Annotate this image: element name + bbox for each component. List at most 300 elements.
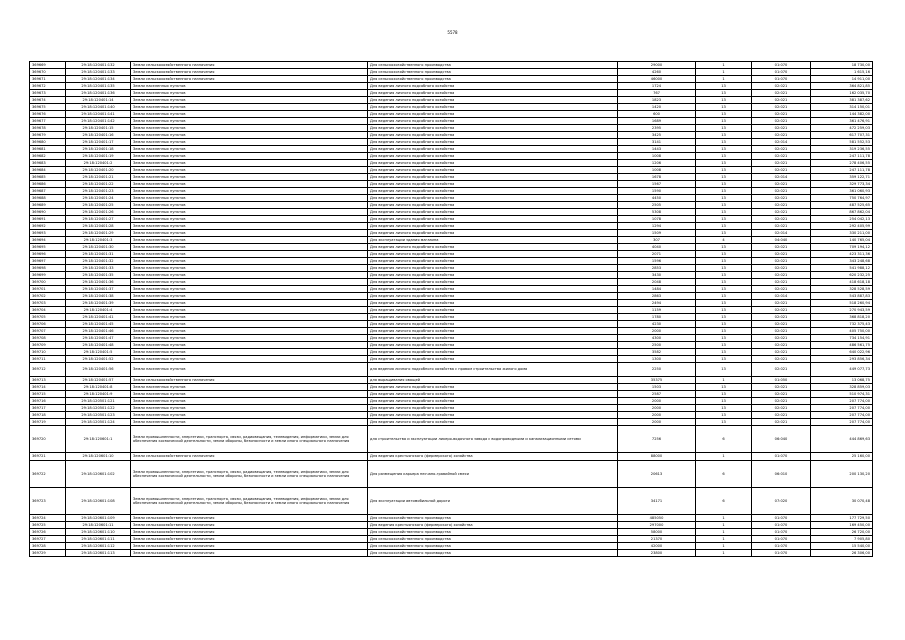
row-number-cell: 369670 — [30, 69, 66, 76]
land-category-cell: Земли населенных пунктов — [131, 335, 368, 342]
cadastral-number-cell: 29:18:120401:14 — [66, 97, 131, 104]
use-code-cell: 02:021 — [752, 104, 811, 111]
land-category-cell: Земли населенных пунктов — [131, 174, 368, 181]
cadastral-value-cell: 247 111,78 — [811, 153, 873, 160]
cadastral-value-cell: 270 943,59 — [811, 307, 873, 314]
use-code-cell: 02:021 — [752, 272, 811, 279]
group-number-cell: 13 — [696, 328, 752, 335]
use-code-cell: 01:070 — [752, 69, 811, 76]
cadastral-value-cell: 541 988,12 — [811, 265, 873, 272]
table-row — [30, 363, 873, 377]
cadastral-number-cell: 29:18:120401:31 — [66, 251, 131, 258]
area-cell: 5308 — [618, 209, 696, 216]
group-number-cell: 13 — [696, 83, 752, 90]
cadastral-value-cell: 359 122,71 — [811, 174, 873, 181]
area-cell: 1078 — [618, 216, 696, 223]
permitted-use-cell: Для ведения личного подсобного хозяйства — [368, 188, 618, 195]
cadastral-value-cell: 328 528,59 — [811, 286, 873, 293]
cadastral-number-cell: 29:18:120401:15 — [66, 125, 131, 132]
use-code-cell: 02:021 — [752, 419, 811, 426]
table-row — [30, 522, 873, 529]
permitted-use-cell: Для ведения личного подсобного хозяйства — [368, 97, 618, 104]
cadastral-number-cell: 29:18:120401:8 — [66, 384, 131, 391]
land-category-cell: Земли населенных пунктов — [131, 90, 368, 97]
group-number-cell: 13 — [696, 125, 752, 132]
table-row — [30, 488, 873, 515]
area-cell: 2000 — [618, 419, 696, 426]
area-cell: 23800 — [618, 550, 696, 557]
row-number-cell: 369695 — [30, 244, 66, 251]
permitted-use-cell: Для ведения личного подсобного хозяйства — [368, 174, 618, 181]
area-cell: 3425 — [618, 132, 696, 139]
row-number-cell: 369701 — [30, 286, 66, 293]
area-cell: 20613 — [618, 461, 696, 488]
table-row — [30, 188, 873, 195]
cadastral-number-cell: 29:18:120401:142 — [66, 118, 131, 125]
permitted-use-cell: Для ведения личного подсобного хозяйства — [368, 398, 618, 405]
permitted-use-cell: Для ведения личного подсобного хозяйства — [368, 314, 618, 321]
table-row — [30, 153, 873, 160]
table-body — [30, 62, 873, 557]
cadastral-value-cell: 207 774,00 — [811, 405, 873, 412]
table-row — [30, 405, 873, 412]
land-category-cell: Земли населенных пунктов — [131, 125, 368, 132]
use-code-cell: 01:050 — [752, 377, 811, 384]
area-cell: 1567 — [618, 181, 696, 188]
permitted-use-cell: Для ведения личного подсобного хозяйства — [368, 111, 618, 118]
permitted-use-cell: Для эксплуатации автомобильной дороги — [368, 488, 618, 515]
land-category-cell: Земли населенных пунктов — [131, 132, 368, 139]
land-category-cell: Земли населенных пунктов — [131, 349, 368, 356]
use-code-cell: 02:014 — [752, 230, 811, 237]
permitted-use-cell: Для сельскохозяйственного производства — [368, 550, 618, 557]
area-cell: 1724 — [618, 83, 696, 90]
use-code-cell: 02:021 — [752, 97, 811, 104]
use-code-cell: 02:021 — [752, 223, 811, 230]
permitted-use-cell: Для ведения личного подсобного хозяйства — [368, 405, 618, 412]
row-number-cell: 369690 — [30, 209, 66, 216]
area-cell: 1689 — [618, 118, 696, 125]
use-code-cell: 02:021 — [752, 209, 811, 216]
land-category-cell: Земли промышленности, энергетики, транспорта, связи, радиовещания, телевидения, информатики, земли для обеспечения космической деятельности, земли обороны, безопасности и земли иного специального назначения — [131, 461, 368, 488]
group-number-cell: 13 — [696, 153, 752, 160]
permitted-use-cell: Для ведения личного подсобного хозяйства — [368, 349, 618, 356]
use-code-cell: 02:021 — [752, 384, 811, 391]
cadastral-number-cell: 29:18:120401:52 — [66, 356, 131, 363]
land-category-cell: Земли населенных пунктов — [131, 405, 368, 412]
row-number-cell: 369722 — [30, 461, 66, 488]
permitted-use-cell: для ведения личного подсобного хозяйства с правом строительства жилого дома — [368, 363, 618, 377]
cadastral-number-cell: 29:18:120401:27 — [66, 216, 131, 223]
row-number-cell: 369679 — [30, 132, 66, 139]
cadastral-value-cell: 581 552,53 — [811, 139, 873, 146]
land-category-cell: Земли населенных пунктов — [131, 244, 368, 251]
cadastral-value-cell: 486 561,75 — [811, 342, 873, 349]
cadastral-number-cell: 29:18:120401:26 — [66, 209, 131, 216]
cadastral-value-cell: 177 729,50 — [811, 515, 873, 522]
cadastral-number-cell: 29:18:120401:136 — [66, 90, 131, 97]
cadastral-value-cell: 200 130,20 — [811, 461, 873, 488]
use-code-cell: 02:021 — [752, 132, 811, 139]
use-code-cell: 02:021 — [752, 188, 811, 195]
cadastral-number-cell: 29:18:120401:24 — [66, 195, 131, 202]
area-cell: 34171 — [618, 488, 696, 515]
land-category-cell: Земли населенных пунктов — [131, 104, 368, 111]
permitted-use-cell: для выращивания овощей — [368, 377, 618, 384]
cadastral-number-cell: 29:18:120401:135 — [66, 83, 131, 90]
group-number-cell: 6 — [696, 488, 752, 515]
table-row — [30, 265, 873, 272]
land-category-cell: Земли населенных пунктов — [131, 230, 368, 237]
table-row — [30, 300, 873, 307]
cadastral-number-cell: 29:18:120401:36 — [66, 279, 131, 286]
cadastral-value-cell: 278 406,55 — [811, 160, 873, 167]
group-number-cell: 13 — [696, 384, 752, 391]
group-number-cell: 13 — [696, 419, 752, 426]
group-number-cell: 6 — [696, 426, 752, 453]
use-code-cell: 02:021 — [752, 202, 811, 209]
land-registry-table — [29, 61, 873, 557]
row-number-cell: 369689 — [30, 202, 66, 209]
group-number-cell: 13 — [696, 209, 752, 216]
row-number-cell: 369717 — [30, 405, 66, 412]
area-cell: 1159 — [618, 307, 696, 314]
table-row — [30, 244, 873, 251]
row-number-cell: 369707 — [30, 328, 66, 335]
cadastral-value-cell: 405 750,00 — [811, 328, 873, 335]
land-category-cell: Земли населенных пунктов — [131, 391, 368, 398]
group-number-cell: 13 — [696, 272, 752, 279]
row-number-cell: 369673 — [30, 90, 66, 97]
group-number-cell: 13 — [696, 216, 752, 223]
area-cell: 1596 — [618, 258, 696, 265]
group-number-cell: 13 — [696, 293, 752, 300]
permitted-use-cell: Для сельскохозяйственного производства — [368, 62, 618, 69]
table-row — [30, 293, 873, 300]
group-number-cell: 1 — [696, 550, 752, 557]
area-cell: 4450 — [618, 195, 696, 202]
cadastral-number-cell: 29:18:120401:39 — [66, 300, 131, 307]
land-category-cell: Земли сельскохозяйственного назначения — [131, 543, 368, 550]
land-category-cell: Земли сельскохозяйственного назначения — [131, 76, 368, 83]
use-code-cell: 02:021 — [752, 167, 811, 174]
row-number-cell: 369686 — [30, 181, 66, 188]
cadastral-value-cell: 1 615,16 — [811, 69, 873, 76]
cadastral-value-cell: 361 060,93 — [811, 188, 873, 195]
cadastral-value-cell: 361 476,91 — [811, 118, 873, 125]
cadastral-value-cell: 25 160,00 — [811, 453, 873, 461]
land-category-cell: Земли сельскохозяйственного назначения — [131, 529, 368, 536]
cadastral-number-cell: 29:18:120401:132 — [66, 62, 131, 69]
cadastral-number-cell: 29:18:120401:18 — [66, 146, 131, 153]
area-cell: 2587 — [618, 391, 696, 398]
land-category-cell: Земли населенных пунктов — [131, 188, 368, 195]
group-number-cell: 13 — [696, 188, 752, 195]
table-row — [30, 461, 873, 488]
cadastral-number-cell: 29:18:120401:9 — [66, 391, 131, 398]
cadastral-value-cell: 7 905,80 — [811, 536, 873, 543]
land-category-cell: Земли населенных пунктов — [131, 251, 368, 258]
cadastral-number-cell: 29:18:120401:16 — [66, 132, 131, 139]
cadastral-value-cell: 343 248,68 — [811, 258, 873, 265]
row-number-cell: 369674 — [30, 97, 66, 104]
row-number-cell: 369688 — [30, 195, 66, 202]
table-row — [30, 391, 873, 398]
permitted-use-cell: Для ведения крестьянского (фермерского) хозяйства — [368, 522, 618, 529]
use-code-cell: 02:021 — [752, 160, 811, 167]
use-code-cell: 04:040 — [752, 237, 811, 244]
group-number-cell: 1 — [696, 529, 752, 536]
land-category-cell: Земли населенных пунктов — [131, 97, 368, 104]
cadastral-number-cell: 29:18:120601:102 — [66, 461, 131, 488]
cadastral-value-cell: 26 306,00 — [811, 550, 873, 557]
land-category-cell: Земли населенных пунктов — [131, 118, 368, 125]
cadastral-number-cell: 29:18:120401:37 — [66, 286, 131, 293]
use-code-cell: 02:021 — [752, 258, 811, 265]
land-category-cell: Земли населенных пунктов — [131, 384, 368, 391]
row-number-cell: 369687 — [30, 188, 66, 195]
row-number-cell: 369672 — [30, 83, 66, 90]
table-row — [30, 426, 873, 453]
group-number-cell: 13 — [696, 118, 752, 125]
land-category-cell: Земли населенных пунктов — [131, 153, 368, 160]
land-category-cell: Земли населенных пунктов — [131, 181, 368, 188]
area-cell: 1678 — [618, 174, 696, 181]
row-number-cell: 369728 — [30, 543, 66, 550]
row-number-cell: 369669 — [30, 62, 66, 69]
area-cell: 42000 — [618, 543, 696, 550]
permitted-use-cell: Для сельскохозяйственного производства — [368, 536, 618, 543]
table-row — [30, 543, 873, 550]
permitted-use-cell: Для ведения личного подсобного хозяйства — [368, 321, 618, 328]
permitted-use-cell: Для ведения личного подсобного хозяйства — [368, 230, 618, 237]
permitted-use-cell: для строительства и эксплуатации ликеро-водочного завода с водопроводными и канализационными сетями — [368, 426, 618, 453]
use-code-cell: 02:021 — [752, 83, 811, 90]
use-code-cell: 07:020 — [752, 488, 811, 515]
cadastral-value-cell: 364 821,85 — [811, 83, 873, 90]
permitted-use-cell: Для размещения карьера песчано-гравийной смеси — [368, 461, 618, 488]
table-row — [30, 515, 873, 522]
land-category-cell: Земли населенных пунктов — [131, 272, 368, 279]
land-category-cell: Земли сельскохозяйственного назначения — [131, 69, 368, 76]
cadastral-value-cell: 319 236,55 — [811, 146, 873, 153]
row-number-cell: 369697 — [30, 258, 66, 265]
group-number-cell: 13 — [696, 167, 752, 174]
group-number-cell: 13 — [696, 314, 752, 321]
permitted-use-cell: Для эксплуатации здания магазина — [368, 237, 618, 244]
table-row — [30, 342, 873, 349]
use-code-cell: 02:021 — [752, 405, 811, 412]
row-number-cell: 369680 — [30, 139, 66, 146]
permitted-use-cell: Для ведения личного подсобного хозяйства — [368, 412, 618, 419]
table-row — [30, 377, 873, 384]
cadastral-value-cell: 15 540,00 — [811, 543, 873, 550]
land-category-cell: Земли населенных пунктов — [131, 300, 368, 307]
cadastral-number-cell: 29:18:120501:124 — [66, 419, 131, 426]
group-number-cell: 13 — [696, 335, 752, 342]
cadastral-value-cell: 30 070,48 — [811, 488, 873, 515]
use-code-cell: 02:021 — [752, 328, 811, 335]
cadastral-number-cell: 29:18:120401:33 — [66, 265, 131, 272]
use-code-cell: 02:021 — [752, 398, 811, 405]
group-number-cell: 13 — [696, 265, 752, 272]
use-code-cell: 02:014 — [752, 293, 811, 300]
cadastral-value-cell: 732 375,43 — [811, 321, 873, 328]
area-cell: 1420 — [618, 104, 696, 111]
permitted-use-cell: Для ведения личного подсобного хозяйства — [368, 90, 618, 97]
group-number-cell: 1 — [696, 515, 752, 522]
table-row — [30, 384, 873, 391]
table-row — [30, 125, 873, 132]
land-category-cell: Земли населенных пунктов — [131, 412, 368, 419]
group-number-cell: 13 — [696, 244, 752, 251]
permitted-use-cell: Для ведения личного подсобного хозяйства — [368, 104, 618, 111]
row-number-cell: 369726 — [30, 529, 66, 536]
land-category-cell: Земли населенных пунктов — [131, 286, 368, 293]
cadastral-value-cell: 144 382,00 — [811, 111, 873, 118]
use-code-cell: 02:021 — [752, 118, 811, 125]
group-number-cell: 13 — [696, 349, 752, 356]
table-row — [30, 335, 873, 342]
land-category-cell: Земли населенных пунктов — [131, 237, 368, 244]
row-number-cell: 369694 — [30, 237, 66, 244]
row-number-cell: 369727 — [30, 536, 66, 543]
area-cell: 2863 — [618, 293, 696, 300]
table-row — [30, 258, 873, 265]
group-number-cell: 13 — [696, 97, 752, 104]
cadastral-number-cell: 29:18:120601:113 — [66, 550, 131, 557]
table-row — [30, 398, 873, 405]
table-row — [30, 251, 873, 258]
group-number-cell: 1 — [696, 69, 752, 76]
group-number-cell: 4 — [696, 237, 752, 244]
group-number-cell: 13 — [696, 258, 752, 265]
use-code-cell: 02:021 — [752, 356, 811, 363]
group-number-cell: 13 — [696, 230, 752, 237]
cadastral-number-cell: 29:18:120401:22 — [66, 181, 131, 188]
area-cell: 1294 — [618, 223, 696, 230]
area-cell: 307 — [618, 237, 696, 244]
row-number-cell: 369718 — [30, 412, 66, 419]
permitted-use-cell: Для ведения личного подсобного хозяйства — [368, 419, 618, 426]
area-cell: 2500 — [618, 342, 696, 349]
area-cell: 46000 — [618, 76, 696, 83]
cadastral-value-cell: 14 911,00 — [811, 76, 873, 83]
row-number-cell: 369721 — [30, 453, 66, 461]
cadastral-value-cell: 292 405,99 — [811, 223, 873, 230]
group-number-cell: 13 — [696, 195, 752, 202]
land-category-cell: Земли населенных пунктов — [131, 258, 368, 265]
use-code-cell: 01:070 — [752, 543, 811, 550]
row-number-cell: 369696 — [30, 251, 66, 258]
table-row — [30, 419, 873, 426]
table-row — [30, 453, 873, 461]
table-row — [30, 104, 873, 111]
row-number-cell: 369714 — [30, 384, 66, 391]
cadastral-number-cell: 29:18:120601:111 — [66, 536, 131, 543]
table-row — [30, 181, 873, 188]
area-cell: 3141 — [618, 139, 696, 146]
use-code-cell: 02:021 — [752, 307, 811, 314]
cadastral-number-cell: 29:18:120401:29 — [66, 230, 131, 237]
use-code-cell: 02:021 — [752, 195, 811, 202]
use-code-cell: 02:021 — [752, 265, 811, 272]
land-category-cell: Земли населенных пунктов — [131, 111, 368, 118]
cadastral-number-cell: 29:18:120401:140 — [66, 104, 131, 111]
land-category-cell: Земли сельскохозяйственного назначения — [131, 453, 368, 461]
use-code-cell: 02:014 — [752, 139, 811, 146]
area-cell: 4300 — [618, 335, 696, 342]
land-category-cell: Земли населенных пунктов — [131, 223, 368, 230]
use-code-cell: 02:021 — [752, 286, 811, 293]
area-cell: 58000 — [618, 529, 696, 536]
cadastral-value-cell: 640 022,96 — [811, 349, 873, 356]
use-code-cell: 02:014 — [752, 174, 811, 181]
group-number-cell: 13 — [696, 412, 752, 419]
permitted-use-cell: Для ведения личного подсобного хозяйства — [368, 167, 618, 174]
area-cell: 2048 — [618, 279, 696, 286]
row-number-cell: 369712 — [30, 363, 66, 377]
land-category-cell: Земли населенных пунктов — [131, 216, 368, 223]
group-number-cell: 1 — [696, 453, 752, 461]
land-category-cell: Земли населенных пунктов — [131, 398, 368, 405]
row-number-cell: 369706 — [30, 321, 66, 328]
area-cell: 3582 — [618, 349, 696, 356]
table-row — [30, 412, 873, 419]
area-cell: 21370 — [618, 536, 696, 543]
cadastral-value-cell: 162 035,70 — [811, 90, 873, 97]
group-number-cell: 1 — [696, 377, 752, 384]
use-code-cell: 01:070 — [752, 529, 811, 536]
page-number: 5578 — [447, 30, 458, 35]
land-category-cell: Земли промышленности, энергетики, транспорта, связи, радиовещания, телевидения, информатики, земли для обеспечения космической деятельности, земли обороны, безопасности и земли иного специального назначения — [131, 426, 368, 453]
area-cell: 1443 — [618, 146, 696, 153]
use-code-cell: 02:021 — [752, 251, 811, 258]
use-code-cell: 02:021 — [752, 335, 811, 342]
area-cell: 2000 — [618, 328, 696, 335]
permitted-use-cell: Для ведения личного подсобного хозяйства — [368, 384, 618, 391]
land-category-cell: Земли сельскохозяйственного назначения — [131, 62, 368, 69]
row-number-cell: 369729 — [30, 550, 66, 557]
table-row — [30, 230, 873, 237]
table-row — [30, 139, 873, 146]
cadastral-number-cell: 29:18:120401:19 — [66, 153, 131, 160]
use-code-cell: 02:021 — [752, 153, 811, 160]
table-row — [30, 237, 873, 244]
area-cell: 3430 — [618, 272, 696, 279]
land-category-cell: Земли населенных пунктов — [131, 314, 368, 321]
permitted-use-cell: Для ведения личного подсобного хозяйства — [368, 153, 618, 160]
area-cell: 4040 — [618, 244, 696, 251]
permitted-use-cell: Для ведения личного подсобного хозяйства — [368, 293, 618, 300]
area-cell: 767 — [618, 90, 696, 97]
group-number-cell: 1 — [696, 76, 752, 83]
table-row — [30, 286, 873, 293]
table-row — [30, 307, 873, 314]
cadastral-number-cell: 29:18:120401:20 — [66, 167, 131, 174]
use-code-cell: 02:021 — [752, 342, 811, 349]
cadastral-value-cell: 423 311,36 — [811, 251, 873, 258]
cadastral-value-cell: 543 887,83 — [811, 293, 873, 300]
row-number-cell: 369713 — [30, 377, 66, 384]
table-row — [30, 209, 873, 216]
group-number-cell: 13 — [696, 223, 752, 230]
land-category-cell: Земли населенных пунктов — [131, 363, 368, 377]
cadastral-number-cell: 29:18:120401:45 — [66, 321, 131, 328]
cadastral-number-cell: 29:18:120401:56 — [66, 363, 131, 377]
group-number-cell: 1 — [696, 543, 752, 550]
cadastral-number-cell: 29:18:120601:112 — [66, 543, 131, 550]
